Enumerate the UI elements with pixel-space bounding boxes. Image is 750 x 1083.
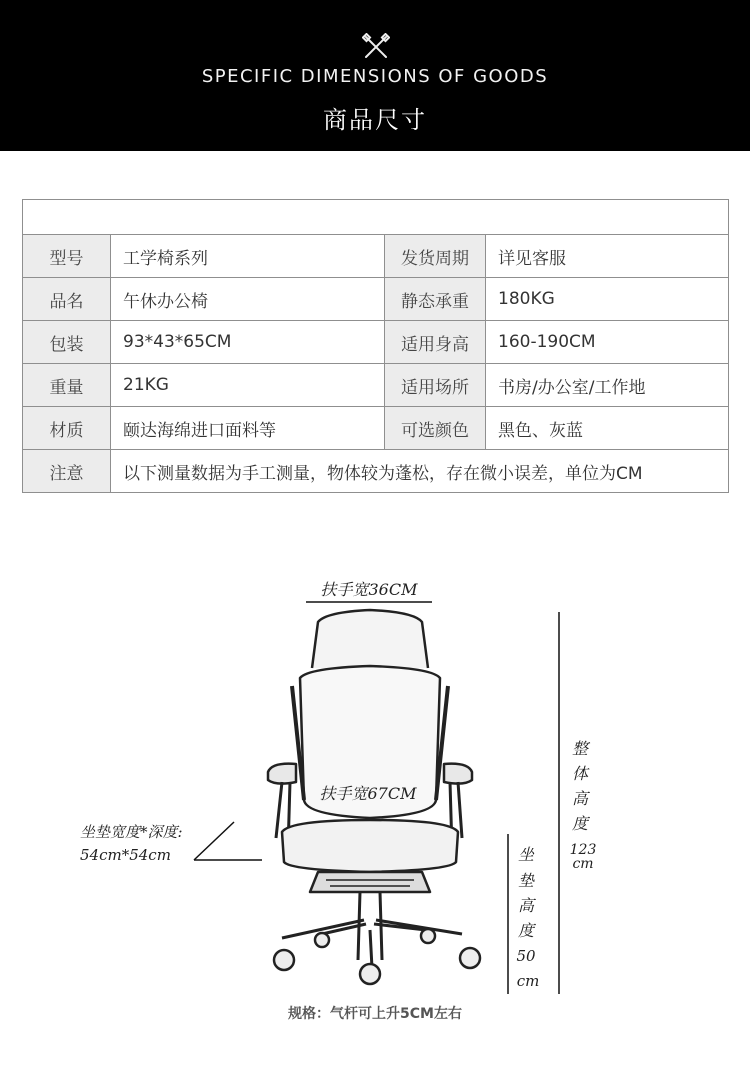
seat-height-unit: cm (516, 972, 540, 990)
spec-label: 型号 (23, 235, 111, 278)
chair-dimension-diagram (0, 520, 750, 1083)
total-height-value: 123 (569, 842, 597, 858)
spec-value: 21KG (111, 364, 385, 407)
spec-label: 重量 (23, 364, 111, 407)
spec-value: 颐达海绵进口面料等 (111, 407, 385, 450)
note-label: 注意 (23, 450, 111, 493)
total-height-char: 高 (571, 789, 589, 808)
spec-label: 发货周期 (385, 235, 486, 278)
spec-label: 适用场所 (385, 364, 486, 407)
armrest-top-label: 扶手宽36CM (320, 580, 418, 599)
header-banner (0, 0, 750, 151)
seat-size-value: 54cm*54cm (80, 846, 171, 864)
spec-value: 工学椅系列 (111, 235, 385, 278)
crossed-tools-icon (362, 33, 390, 61)
table-row (23, 364, 729, 407)
spec-value: 书房/办公室/工作地 (486, 364, 729, 407)
spec-label: 品名 (23, 278, 111, 321)
seat-size-label: 坐垫宽度*深度: (80, 823, 183, 841)
table-header-row (23, 200, 729, 235)
table-row (23, 278, 729, 321)
banner-title-en: SPECIFIC DIMENSIONS OF GOODS (201, 66, 549, 87)
note-value: 以下测量数据为手工测量，物体较为蓬松，存在微小误差，单位为CM (111, 450, 729, 493)
table-row (23, 321, 729, 364)
spec-label: 可选颜色 (385, 407, 486, 450)
table-row (23, 235, 729, 278)
spec-label: 包装 (23, 321, 111, 364)
seat-height-char: 坐 (517, 845, 535, 864)
seat-height-char: 垫 (517, 871, 535, 890)
total-height-unit: cm (572, 856, 594, 872)
seat-height-char: 高 (517, 896, 535, 915)
spec-caption: 规格：气杆可上升5CM左右 (288, 1006, 462, 1022)
spec-label: 静态承重 (385, 278, 486, 321)
seat-height-char: 度 (517, 921, 535, 940)
spec-value: 160-190CM (486, 321, 729, 364)
spec-value: 详见客服 (486, 235, 729, 278)
spec-label: 材质 (23, 407, 111, 450)
table-row (23, 407, 729, 450)
spec-value: 黑色、灰蓝 (486, 407, 729, 450)
total-height-char: 度 (571, 814, 589, 833)
banner-title-cn: 商品尺寸 (323, 106, 427, 134)
armrest-mid-label: 扶手宽67CM (319, 784, 417, 803)
spec-label: 适用身高 (385, 321, 486, 364)
seat-pointer-line (194, 822, 234, 860)
seat-height-value: 50 (516, 947, 536, 965)
total-height-char: 体 (571, 764, 589, 783)
spec-value: 180KG (486, 278, 729, 321)
spec-value: 午休办公椅 (111, 278, 385, 321)
total-height-char: 整 (571, 739, 589, 758)
table-row (23, 450, 729, 493)
spec-value: 93*43*65CM (111, 321, 385, 364)
spec-table (22, 199, 729, 493)
